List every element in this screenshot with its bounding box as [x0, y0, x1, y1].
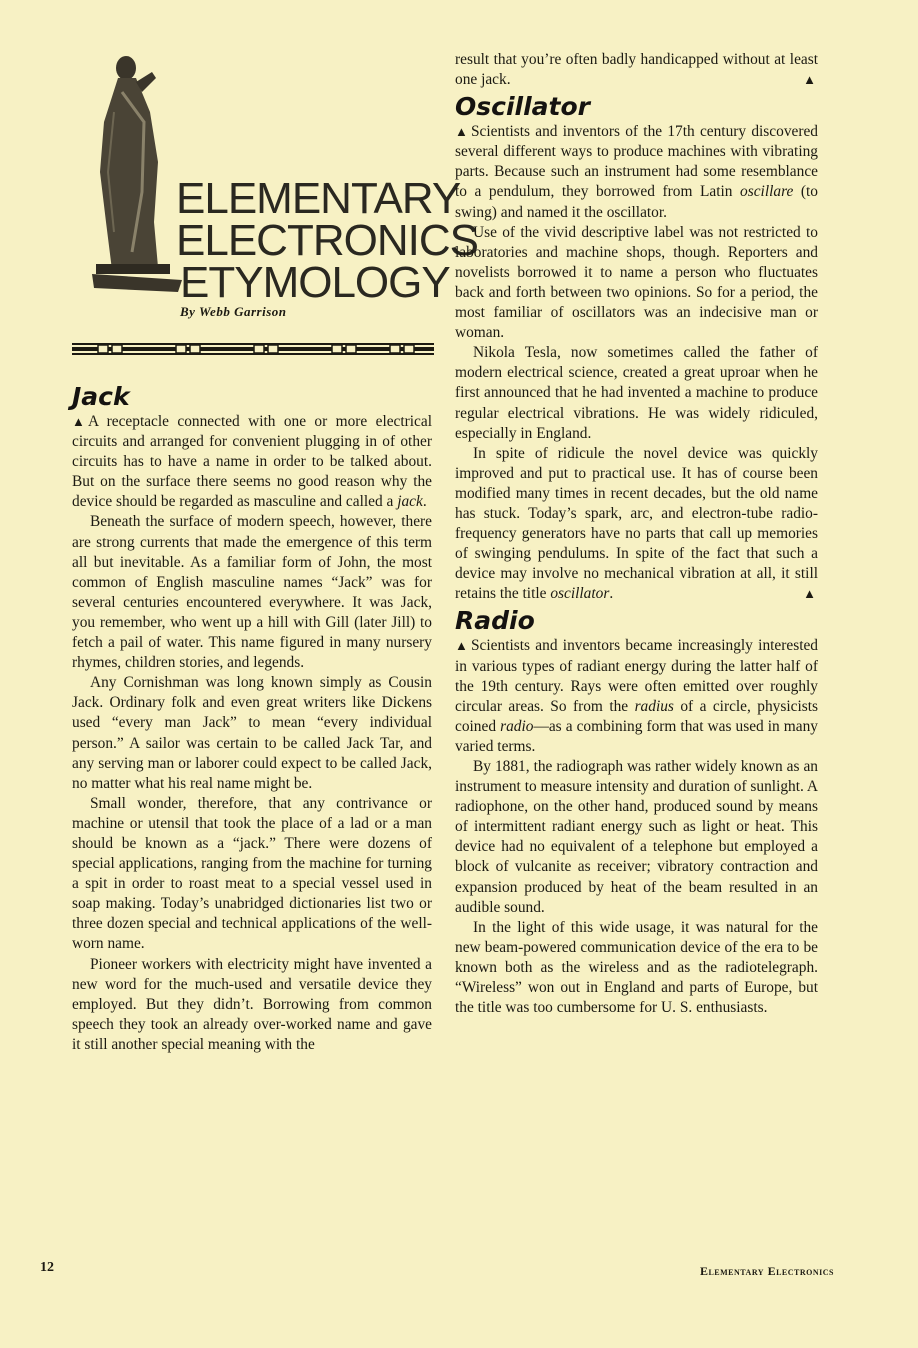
- triangle-marker-icon: ▲: [455, 124, 468, 140]
- jack-paragraph-6: result that you’re often badly handicapped without at least one jack. ▲: [455, 50, 818, 90]
- title-line-3: ETYMOLOGY: [180, 258, 450, 307]
- jack-paragraph-2: Beneath the surface of modern speech, however, there are strong currents that made the emergence of this term all but inevitable. As a familiar form of John, the most common of English masculine names “Jack” was for several centuries encountered everywhere. It was Jack, you remember, who went up a hill with Gill (later Jill) to fetch a pail of water. This name figured in many nursery rhymes, children stories, and legends.: [72, 513, 432, 672]
- decorative-rule: [72, 341, 434, 357]
- oscillator-paragraph-4: In spite of ridicule the novel device was quickly improved and put to practical use. It has of course been modified many times in recent decades, but the old name has stuck. Today’s spark, arc, and electron-tube radio-frequency generators have no parts that call up memories of swinging pendulums. In spite of the fact that such a device may involve no mechanical vibration at all, it still retains the title oscillator. ▲: [455, 444, 818, 605]
- jack-paragraph-3: Any Cornishman was long known simply as Cousin Jack. Ordinary folk and even great writers like Dickens used “every man Jack” to mean “every individual person.” A sailor was certain to be called Jack Tar, and any serving man or laborer could expect to be called Jack, no matter what his real name might be.: [72, 674, 432, 792]
- magazine-name: Elementary Electronics: [699, 1264, 834, 1278]
- oscillator-paragraph-3: Nikola Tesla, now sometimes called the father of modern electrical science, created a great uproar when he first announced that he had invented a machine to produce regular electrical vibrations. He was widely ridiculed, especially in England.: [455, 344, 818, 442]
- radio-paragraph-3: In the light of this wide usage, it was natural for the new beam-powered communication device of the era to be known both as the wireless and as the radiotelegraph. “Wireless” won out in England and parts of Europe, but the title was too cumbersome for U. S. enthusiasts.: [455, 918, 818, 1017]
- title-line-2: ELECTRONICS: [176, 216, 478, 265]
- left-column: [72, 380, 432, 1055]
- right-column: [455, 50, 818, 1018]
- title-line-1: ELEMENTARY: [176, 174, 461, 223]
- jack-paragraph-4: Small wonder, therefore, that any contrivance or machine or utensil that took the place of a lad or a man should be known as a “jack.” There were dozens of special applications, ranging from the machine for turning a spit in order to roast meat to a special vessel used in soap making. Today’s unabridged dictionaries list two or three dozen special and technical applications of the well-worn name.: [72, 794, 432, 953]
- section-heading-oscillator: Oscillator: [455, 92, 590, 122]
- radio-paragraph-1: ▲ Scientists and inventors became increasingly interested in various types of radiant energy during the latter half of the 19th century. Rays were often emitted over roughly circular areas. So from the radius of a circle, physicists coined radio—as a combining form that was used in many varied terms.: [455, 637, 818, 755]
- triangle-marker-icon: ▲: [455, 638, 468, 654]
- jack-paragraph-5: Pioneer workers with electricity might have invented a new word for the much-used and versatile device they employed. But they didn’t. Borrowing from common speech they took an already over-worked name and gave it still another special meaning with the: [72, 955, 432, 1053]
- triangle-marker-icon: ▲: [72, 414, 85, 429]
- section-heading-radio: Radio: [455, 606, 535, 636]
- statue-illustration: [92, 52, 184, 297]
- end-triangle-icon: ▲: [803, 72, 816, 88]
- jack-paragraph-1: ▲ A receptacle connected with one or more electrical circuits and arranged for convenient plugging in of other circuits has to have a name in order to be talked about. But on the surface there seems no good reason why the device should be regarded as masculine and called a jack.: [72, 413, 432, 511]
- byline: By Webb Garrison: [180, 304, 287, 319]
- article-title: [176, 174, 478, 307]
- oscillator-paragraph-2: Use of the vivid descriptive label was not restricted to laboratories and machine shops, though. Reporters and novelists borrowed it to name a person who fluctuates back and forth between two opinions. So for a period, the most familiar of oscillators was an indecisive man or woman.: [455, 223, 818, 342]
- section-heading-jack: Jack: [72, 382, 130, 411]
- radio-paragraph-2: By 1881, the radiograph was rather widely known as an instrument to measure intensity and duration of sunlight. A radiophone, on the other hand, produced sound by means of intermittent radiant energy such as light or heat. This device had no equivalent of a telephone but employed a block of vulcanite as receiver; vibratory contraction and expansion produced by heat of the beam resulted in an audible sound.: [455, 758, 818, 916]
- page-number: 12: [40, 1260, 54, 1275]
- oscillator-paragraph-1: ▲ Scientists and inventors of the 17th century discovered several different ways to produce machines with vibrating parts. Because such an instrument had some resemblance to a pendulum, they borrowed from Latin oscillare (to swing) and named it the oscillator.: [455, 123, 818, 221]
- end-triangle-icon: ▲: [803, 586, 816, 602]
